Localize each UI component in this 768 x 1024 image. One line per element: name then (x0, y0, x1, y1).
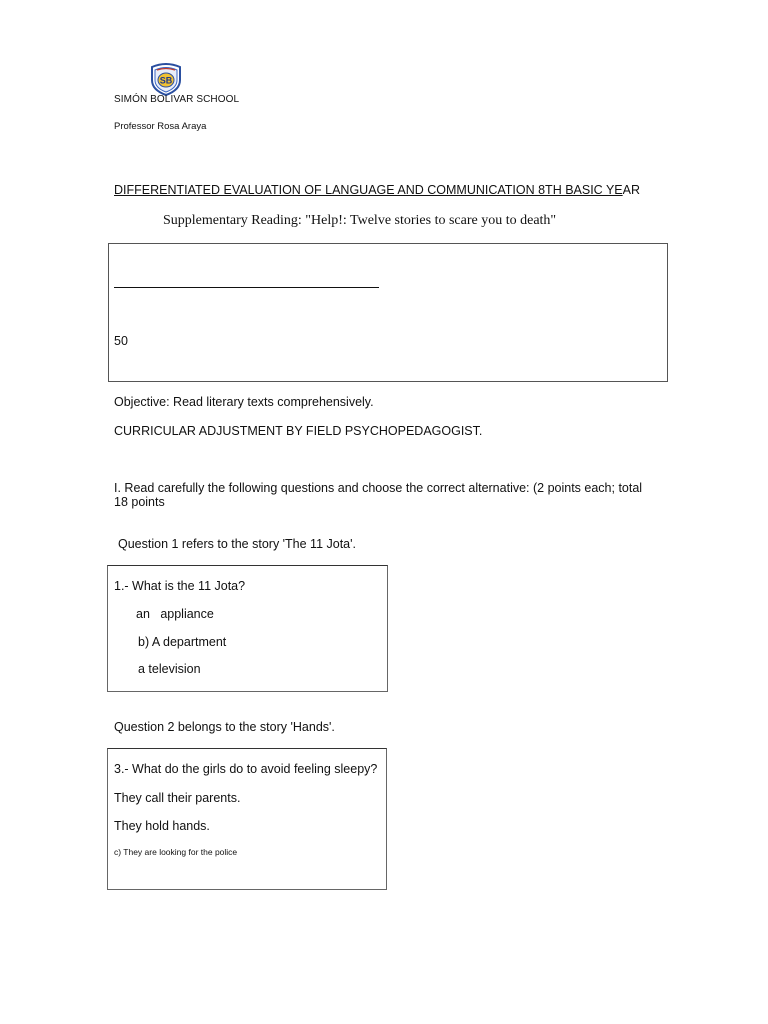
adjustment-text: CURRICULAR ADJUSTMENT BY FIELD PSYCHOPEDAGOGIST. (114, 424, 483, 438)
question1-prompt: 1.- What is the 11 Jota? (114, 579, 246, 593)
objective-text: Objective: Read literary texts comprehensively. (114, 395, 374, 409)
section-instruction: I. Read carefully the following questions and choose the correct alternative: (2 points each; total 18 points (114, 481, 643, 509)
question2-intro: Question 2 belongs to the story 'Hands'. (114, 720, 335, 734)
question2-box (107, 748, 387, 890)
student-info-box (108, 243, 668, 382)
question1-option-c[interactable]: a television (138, 662, 201, 676)
svg-text:SB: SB (159, 75, 173, 86)
question2-prompt: 3.- What do the girls do to avoid feeling sleepy? (114, 762, 378, 776)
question1-option-a[interactable]: an appliance (136, 607, 214, 621)
school-name: SIMÓN BOLIVAR SCHOOL (114, 94, 240, 105)
question1-option-b[interactable]: b) A department (138, 635, 227, 649)
page-title (114, 183, 640, 197)
title-underlined: DIFFERENTIATED EVALUATION OF LANGUAGE AND COMMUNICATION 8TH BASIC YE (114, 183, 623, 197)
professor-name: Professor Rosa Araya (114, 121, 207, 132)
title-tail: AR (622, 183, 641, 197)
question2-option-a[interactable]: They call their parents. (114, 791, 241, 805)
total-score: 50 (114, 334, 128, 348)
question2-option-c[interactable]: c) They are looking for the police (114, 847, 238, 857)
question1-box (107, 565, 388, 692)
page-subtitle: Supplementary Reading: "Help!: Twelve stories to scare you to death" (163, 213, 557, 228)
question1-intro: Question 1 refers to the story 'The 11 Jota'. (118, 537, 356, 551)
name-blank-line[interactable] (114, 287, 379, 288)
question2-option-b[interactable]: They hold hands. (114, 819, 210, 833)
school-crest-icon (148, 62, 184, 96)
